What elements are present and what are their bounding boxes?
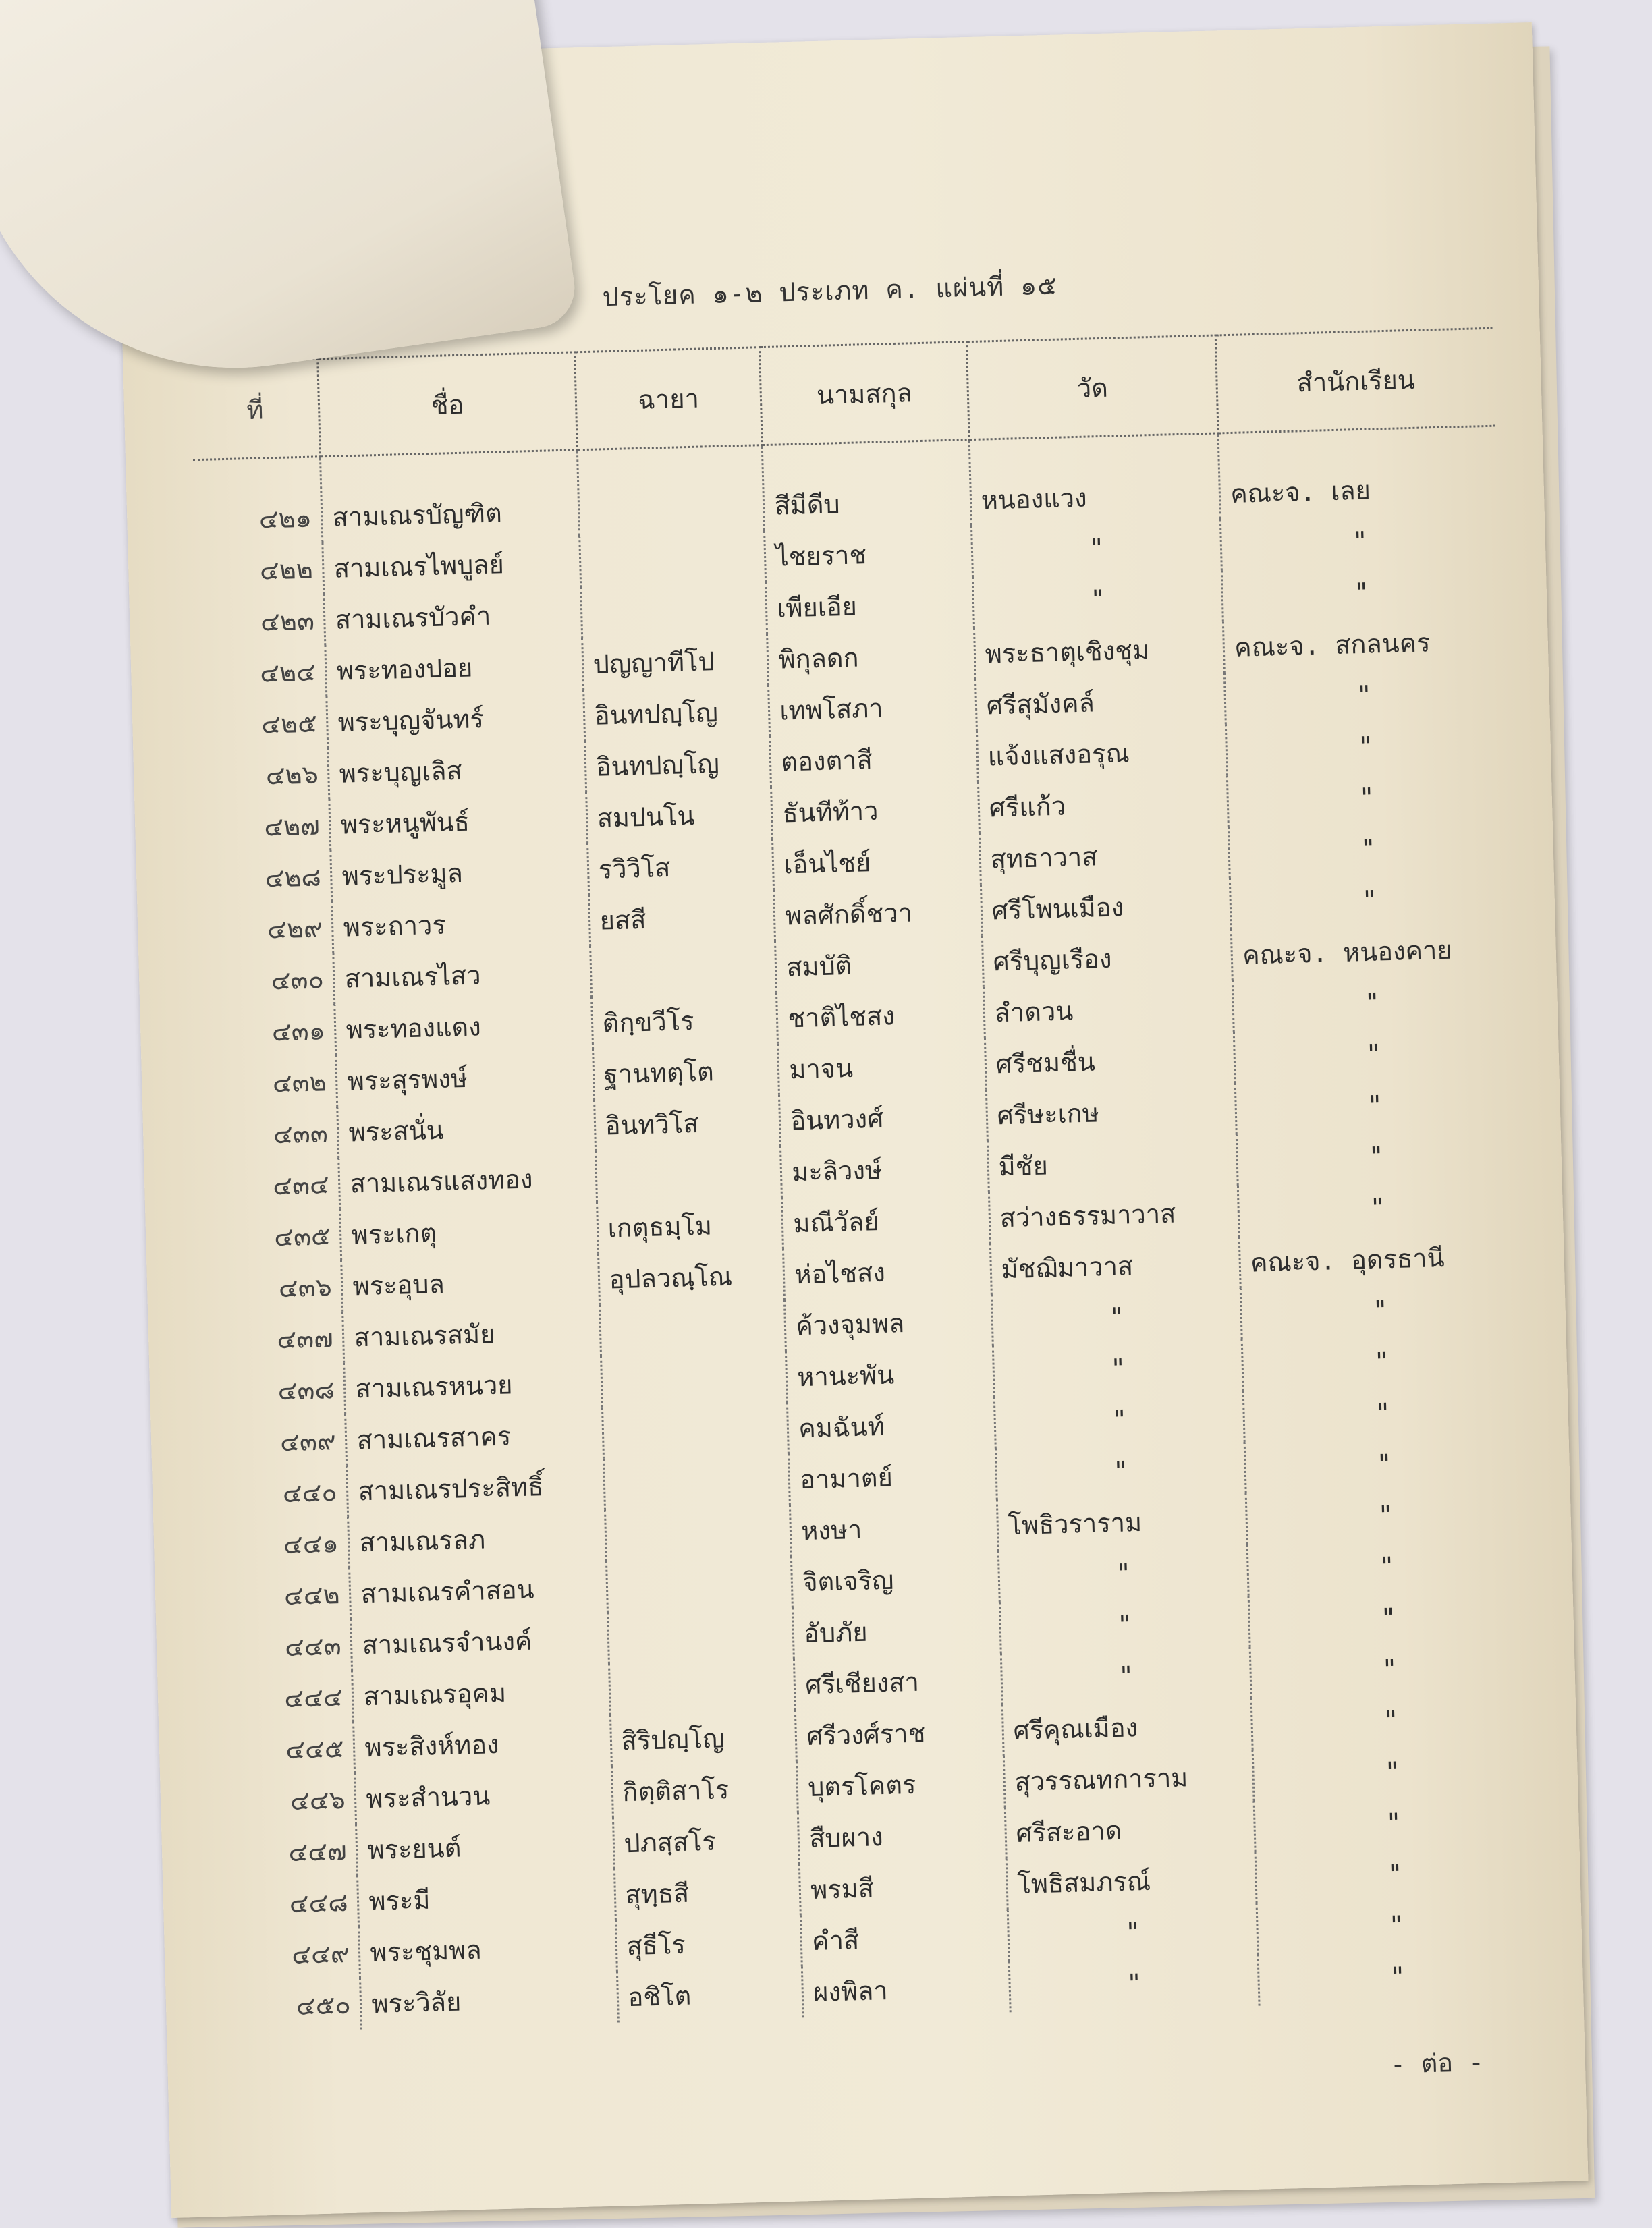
row-number: ๔๔๑: [221, 1517, 350, 1571]
continued-note: - ต่อ -: [1389, 2046, 1485, 2080]
row-number: ๔๔๐: [219, 1466, 348, 1520]
row-number: ๔๔๘: [230, 1876, 359, 1930]
row-name: สามเณรจำนงค์: [351, 1613, 609, 1671]
row-name: สามเณรบัญฑิต: [321, 450, 579, 542]
row-school: ": [1372, 1295, 1389, 1325]
row-surname: บุตรโคตร: [797, 1756, 1005, 1812]
row-school: ": [1365, 1038, 1382, 1069]
row-surname: พิกุลดก: [767, 628, 975, 685]
row-chaya: สุทฺธสี: [614, 1864, 801, 1920]
row-chaya: สิริปญฺโญ: [610, 1710, 797, 1766]
row-number: ๔๒๗: [202, 799, 331, 854]
row-school: ": [1369, 1192, 1386, 1223]
row-number: ๔๒๑: [193, 457, 323, 546]
row-name: สามเณรไสว: [333, 946, 591, 1004]
row-surname: อินทวงศ์: [779, 1090, 987, 1146]
row-surname: เทพโสภา: [769, 679, 976, 736]
row-name: พระบุญจันทร์: [327, 690, 584, 748]
row-number: ๔๔๒: [222, 1568, 351, 1623]
row-number: ๔๓๒: [209, 1055, 337, 1110]
row-number: ๔๔๙: [231, 1927, 360, 1982]
row-name: สามเณรสาคร: [346, 1408, 603, 1466]
header-name: ชื่อ: [318, 352, 577, 457]
row-surname: หงษา: [790, 1500, 998, 1557]
row-temple: ": [1001, 1647, 1251, 1705]
row-name: พระสุรพงษ์: [336, 1049, 594, 1107]
row-surname: สืบผาง: [798, 1807, 1006, 1864]
row-number: ๔๒๔: [198, 645, 327, 700]
row-temple: ": [994, 1391, 1244, 1449]
row-temple: หนองแวง: [969, 433, 1221, 526]
row-surname: ธันทีท้าว: [771, 782, 979, 839]
row-chaya: [602, 1403, 789, 1459]
row-chaya: เกตุธมฺโม: [597, 1198, 783, 1254]
row-school: ": [1381, 1654, 1398, 1684]
row-school: ": [1356, 679, 1373, 711]
row-number: ๔๓๐: [206, 953, 335, 1007]
row-surname: คำสี: [801, 1910, 1009, 1966]
row-surname: มาจน: [778, 1038, 986, 1095]
row-surname: ศรีเชียงสา: [794, 1653, 1002, 1710]
row-school: ": [1389, 1961, 1406, 1992]
row-chaya: ยสสี: [588, 890, 775, 946]
row-chaya: [577, 445, 765, 536]
header-number: ที่: [190, 359, 321, 460]
row-surname: พรมสี: [800, 1858, 1008, 1915]
row-school: ": [1376, 1449, 1393, 1479]
row-temple: ลำดวน: [983, 980, 1234, 1038]
row-number: ๔๓๔: [211, 1158, 340, 1213]
row-name: พระสนั่น: [337, 1100, 595, 1158]
header-school: สำนักเรียน: [1216, 328, 1495, 433]
row-number: ๔๓๙: [218, 1414, 347, 1469]
row-temple: สว่างธรรมาวาส: [989, 1186, 1239, 1244]
row-name: พระถาวร: [332, 895, 590, 953]
row-number: ๔๔๖: [227, 1773, 356, 1828]
row-school: คณะจ. อุดรธานี: [1250, 1242, 1446, 1278]
row-name: พระวิลัย: [360, 1972, 618, 2030]
row-chaya: [609, 1659, 796, 1715]
row-name: พระอุบล: [341, 1254, 599, 1312]
row-temple: โพธิสมภรณ์: [1006, 1852, 1257, 1910]
row-temple: ศรีชมชื่น: [985, 1032, 1235, 1090]
row-name: พระบุญเลิส: [328, 741, 586, 799]
row-school: ": [1388, 1910, 1405, 1941]
row-number: ๔๓๓: [210, 1107, 339, 1161]
row-name: สามเณรอุคม: [352, 1664, 610, 1722]
row-surname: ห่อไชสง: [783, 1244, 991, 1300]
row-school: ": [1380, 1603, 1397, 1633]
row-chaya: [605, 1505, 792, 1561]
row-school: ": [1364, 987, 1381, 1018]
row-number: ๔๒๘: [203, 850, 332, 905]
row-surname: อับภัย: [793, 1603, 1001, 1659]
row-temple: ": [998, 1544, 1248, 1603]
page-title: ประโยค ๑-๒ ประเภท ค. แผ่นที่ ๑๕: [602, 270, 1058, 312]
row-temple: ศรีสะอาด: [1005, 1801, 1255, 1859]
row-surname: ไชยราช: [765, 526, 972, 582]
row-name: พระมี: [358, 1869, 615, 1927]
row-surname: เพียเอีย: [766, 577, 974, 634]
row-temple: สุวรรณทการาม: [1003, 1750, 1254, 1808]
row-chaya: ปญญาทีโป: [582, 634, 769, 690]
row-number: ๔๔๔: [225, 1671, 354, 1725]
row-school: ": [1375, 1397, 1392, 1428]
row-number: ๔๒๖: [200, 748, 329, 802]
row-chaya: สมปนโน: [586, 787, 773, 843]
row-surname: ผงพิลา: [802, 1961, 1010, 2017]
row-chaya: ปภสฺสโร: [613, 1812, 800, 1868]
row-number: ๔๔๗: [229, 1825, 358, 1879]
row-school: คณะจ. หนองคาย: [1242, 935, 1453, 970]
row-temple: ศรีบุญเรือง: [982, 929, 1232, 987]
row-school: ": [1353, 577, 1370, 608]
row-school: ": [1357, 731, 1374, 762]
row-name: พระเกตุ: [340, 1202, 598, 1260]
row-number: ๔๓๘: [217, 1363, 346, 1418]
row-temple: แจ้งแสงอรุณ: [976, 724, 1227, 782]
row-number: ๔๓๑: [207, 1004, 336, 1059]
row-chaya: อชิโต: [617, 1966, 804, 2022]
row-surname: หานะพัน: [786, 1346, 994, 1403]
header-temple: วัด: [966, 335, 1218, 440]
row-number: ๔๓๗: [215, 1312, 344, 1366]
row-chaya: ติกฺขวีโร: [591, 993, 778, 1049]
row-number: ๔๓๖: [214, 1260, 343, 1315]
table-body: [193, 426, 1536, 2032]
results-table: [190, 327, 1536, 2033]
row-school: ": [1367, 1090, 1383, 1120]
row-number: ๔๒๒: [195, 542, 324, 597]
row-temple: สุทธาวาส: [979, 827, 1230, 885]
header-surname: นามสกุล: [760, 342, 969, 445]
row-number: ๔๒๕: [199, 696, 328, 751]
row-temple: ": [1008, 1903, 1258, 1961]
row-surname: เอ็นไชย์: [773, 833, 981, 890]
row-name: สามเณรสมัย: [343, 1305, 601, 1363]
row-chaya: [590, 941, 777, 997]
row-surname: อามาตย์: [789, 1449, 997, 1505]
row-chaya: [599, 1300, 786, 1356]
row-chaya: อินทวิโส: [594, 1095, 781, 1151]
row-school: คณะจ. เลย: [1230, 475, 1371, 509]
row-surname: ศรีวงศ์ราช: [796, 1704, 1003, 1761]
row-chaya: [595, 1146, 782, 1202]
row-school: ": [1352, 526, 1369, 557]
row-school: ": [1358, 782, 1375, 813]
row-temple: ": [972, 570, 1223, 628]
row-temple: ": [993, 1339, 1243, 1397]
row-chaya: อินทปญฺโญ: [583, 685, 770, 741]
row-number: ๔๔๓: [223, 1619, 352, 1674]
row-name: สามเณรคำสอน: [350, 1561, 607, 1619]
row-name: พระหนูพันธ์: [329, 792, 587, 850]
row-name: พระสำนวน: [355, 1766, 613, 1825]
row-number: ๔๓๕: [213, 1209, 341, 1264]
row-name: สามเณรบัวคำ: [324, 587, 582, 645]
row-surname: สมบัติ: [775, 936, 983, 993]
row-school: ": [1383, 1705, 1400, 1735]
row-temple: โพธิวราราม: [997, 1493, 1247, 1551]
row-name: พระประมูล: [331, 843, 588, 901]
row-chaya: กิตฺติสาโร: [611, 1761, 798, 1817]
row-school: ": [1384, 1756, 1401, 1787]
row-school: ": [1360, 833, 1377, 864]
row-temple: มัชฌิมาวาส: [990, 1237, 1240, 1295]
row-name: พระชุมพล: [359, 1920, 617, 1978]
row-name: สามเณรลภ: [348, 1510, 606, 1568]
row-temple: มีชัย: [987, 1134, 1238, 1192]
row-school: คณะจ. สกลนคร: [1234, 627, 1431, 663]
row-temple: ศรีโพนเมือง: [981, 878, 1231, 936]
row-surname: พลศักดิ์ชวา: [774, 885, 982, 941]
row-number: ๔๒๓: [196, 594, 325, 648]
row-temple: พระธาตุเชิงชุม: [974, 621, 1224, 679]
row-school: ": [1385, 1808, 1402, 1838]
row-temple: ": [999, 1596, 1250, 1654]
row-name: สามเณรประสิทธิ์: [347, 1459, 605, 1517]
row-school: ": [1373, 1346, 1390, 1376]
row-chaya: อินทปญฺโญ: [584, 736, 771, 792]
row-number: ๔๒๙: [204, 901, 333, 956]
row-surname: ตองตาสี: [770, 731, 978, 787]
row-school: ": [1361, 885, 1378, 916]
row-chaya: รวิวิโส: [587, 839, 774, 895]
row-surname: มณีวัลย์: [782, 1192, 990, 1249]
row-name: พระทองแดง: [335, 997, 593, 1055]
row-chaya: อุปลวณฺโณ: [598, 1249, 785, 1305]
row-chaya: สุธีโร: [615, 1915, 802, 1971]
row-name: สามเณรไพบูลย์: [323, 536, 580, 594]
row-chaya: [606, 1557, 793, 1613]
row-school: ": [1377, 1500, 1394, 1530]
row-school: ": [1387, 1859, 1404, 1889]
row-number: ๔๕๐: [233, 1978, 362, 2032]
row-name: สามเณรแสงทอง: [339, 1151, 597, 1209]
row-number: ๔๔๕: [226, 1722, 355, 1777]
row-school: ": [1379, 1551, 1396, 1582]
row-chaya: [607, 1608, 794, 1664]
row-surname: ค้วงจุมพล: [785, 1295, 993, 1352]
row-chaya: [603, 1454, 790, 1510]
row-surname: คมฉันท์: [788, 1397, 995, 1454]
row-name: พระยนต์: [356, 1818, 614, 1876]
row-name: พระทองปอย: [325, 638, 583, 696]
row-temple: ": [995, 1442, 1246, 1500]
row-chaya: [601, 1352, 788, 1408]
header-chaya: ฉายา: [574, 347, 762, 450]
row-temple: ศรีสุมังคล์: [975, 673, 1226, 731]
row-surname: สีมีดีบ: [763, 440, 972, 531]
row-temple: ": [991, 1288, 1242, 1346]
row-school: ": [1368, 1141, 1385, 1171]
row-surname: ชาติไชสง: [777, 987, 985, 1044]
row-chaya: ฐานทตฺโต: [593, 1044, 779, 1100]
row-chaya: [580, 582, 767, 638]
row-temple: ศรีแก้ว: [978, 775, 1228, 833]
row-surname: จิตเจริญ: [792, 1551, 999, 1608]
row-chaya: [579, 531, 766, 587]
row-temple: ศรีคุณเมือง: [1002, 1698, 1252, 1756]
row-temple: ": [1009, 1955, 1259, 2013]
row-name: พระสิงห์ทอง: [354, 1715, 611, 1773]
row-name: สามเณรหนวย: [344, 1356, 602, 1414]
row-surname: มะลิวงษ์: [781, 1141, 989, 1198]
row-temple: ": [971, 519, 1221, 577]
row-temple: ศรีษะเกษ: [986, 1083, 1236, 1141]
